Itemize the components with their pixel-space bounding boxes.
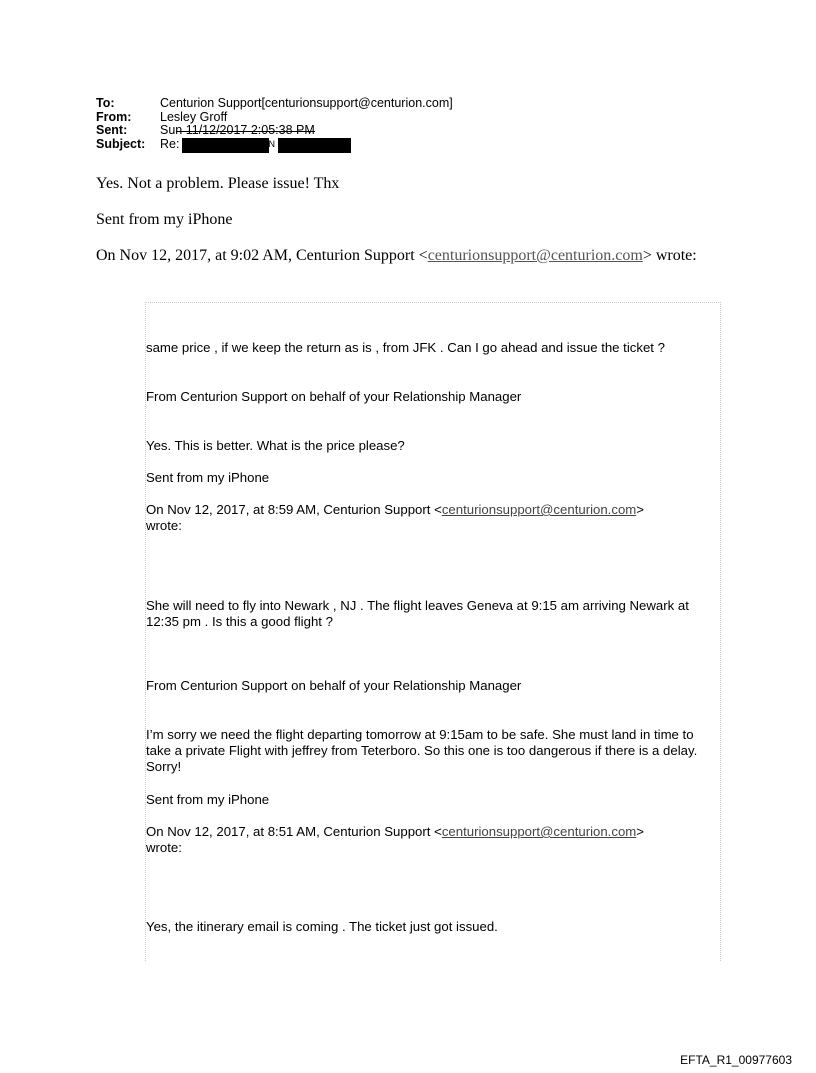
to-label: To: bbox=[96, 96, 115, 110]
wrote-prefix: On Nov 12, 2017, at 9:02 AM, Centurion Support < bbox=[96, 247, 428, 264]
wrote-suffix: > bbox=[636, 824, 644, 839]
signature: Sent from my iPhone bbox=[96, 211, 233, 228]
from-value: Lesley Groff bbox=[160, 109, 228, 124]
wrote-end: wrote: bbox=[146, 840, 182, 855]
wrote-prefix: On Nov 12, 2017, at 8:51 AM, Centurion Support < bbox=[146, 824, 442, 839]
redaction-block bbox=[182, 138, 269, 153]
subject-value: Re: bbox=[160, 136, 180, 151]
redaction-block bbox=[278, 138, 351, 153]
quoted-message: same price , if we keep the return as is , from JFK . Can I go ahead and issue the ticket ? bbox=[146, 340, 665, 355]
sent-label: Sent: bbox=[96, 123, 128, 137]
subject-fragment: N bbox=[268, 138, 275, 149]
sent-value: Sun 11/12/2017 2:05:38 PM bbox=[160, 123, 315, 137]
email-link[interactable]: centurionsupport@centurion.com bbox=[441, 502, 637, 517]
wrote-end: wrote: bbox=[146, 518, 182, 533]
wrote-line bbox=[146, 502, 718, 534]
quoted-message: Yes, the itinerary email is coming . The ticket just got issued. bbox=[146, 919, 498, 934]
wrote-suffix: > wrote: bbox=[642, 247, 697, 264]
from-row bbox=[96, 111, 453, 125]
reply-text: Yes. Not a problem. Please issue! Thx bbox=[96, 175, 340, 192]
email-header bbox=[96, 97, 453, 153]
wrote-suffix: > bbox=[636, 502, 644, 517]
signature: Sent from my iPhone bbox=[146, 470, 270, 485]
sent-row bbox=[96, 124, 453, 138]
wrote-line bbox=[146, 824, 718, 856]
email-link[interactable]: centurionsupport@centurion.com bbox=[427, 247, 643, 264]
email-link[interactable]: centurionsupport@centurion.com bbox=[441, 824, 637, 839]
to-value: Centurion Support[centurionsupport@centurion.com] bbox=[160, 96, 453, 110]
subject-row bbox=[96, 138, 453, 153]
to-row bbox=[96, 97, 453, 111]
quoted-message: I’m sorry we need the flight departing tomorrow at 9:15am to be safe. She must land in time to take a private Flight with jeffrey from Teterboro. So this one is too dangerous if there is a delay. Sorry! bbox=[146, 727, 698, 774]
document-id: EFTA_R1_00977603 bbox=[680, 1053, 792, 1067]
signature: Sent from my iPhone bbox=[146, 792, 270, 807]
subject-label: Subject: bbox=[96, 136, 146, 151]
behalf-line: From Centurion Support on behalf of your Relationship Manager bbox=[146, 678, 522, 693]
quoted-message: Yes. This is better. What is the price please? bbox=[146, 438, 405, 453]
behalf-line: From Centurion Support on behalf of your Relationship Manager bbox=[146, 389, 522, 404]
wrote-prefix: On Nov 12, 2017, at 8:59 AM, Centurion Support < bbox=[146, 502, 442, 517]
from-label: From: bbox=[96, 109, 132, 124]
quoted-message: She will need to fly into Newark , NJ . The flight leaves Geneva at 9:15 am arriving Newark at 12:35 pm . Is this a good flight ? bbox=[146, 598, 689, 629]
wrote-line bbox=[96, 247, 697, 265]
